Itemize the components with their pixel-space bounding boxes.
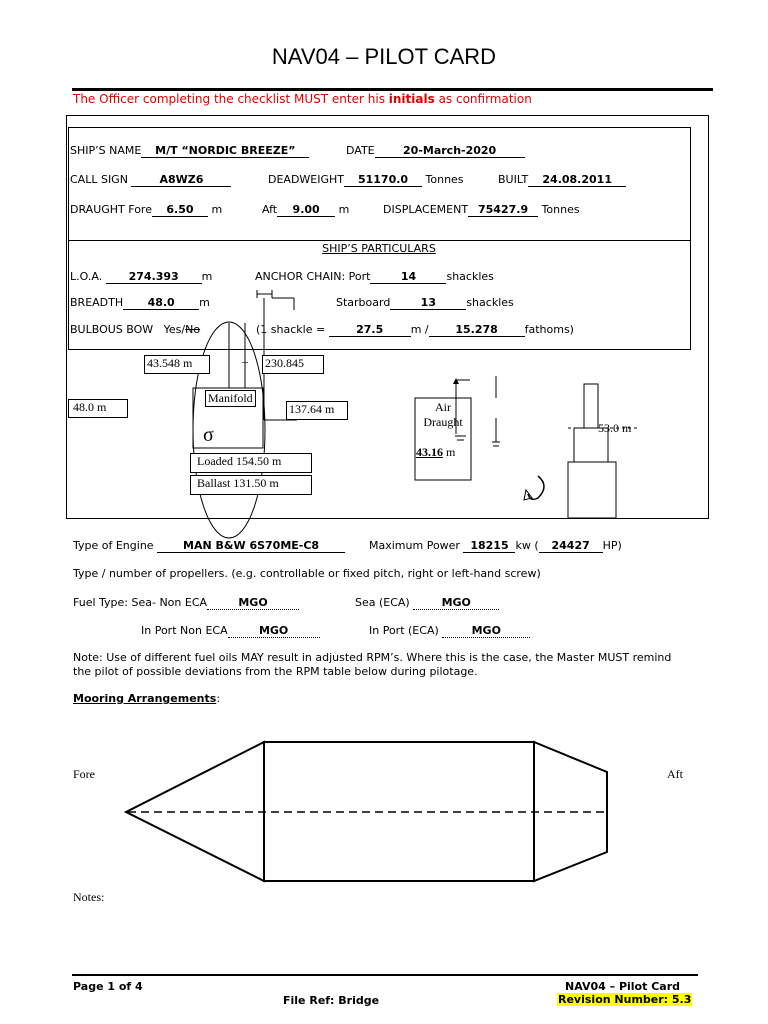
ballast-box: Ballast 131.50 m [190, 475, 312, 495]
starboard-label: Starboard [336, 296, 391, 309]
air-value-number: 43.16 [416, 445, 443, 459]
loaded-box: Loaded 154.50 m [190, 453, 312, 473]
footer-doc: NAV04 – Pilot Card [565, 980, 680, 993]
bulbous-yes: Yes/ [163, 323, 186, 336]
instruction-suffix: as confirmation [434, 92, 532, 106]
mast-base [568, 462, 616, 518]
manifold-label: Manifold [205, 390, 256, 407]
manifold-symbol: σ [203, 424, 214, 446]
breadth-unit: m [199, 296, 210, 309]
instruction-prefix: The Officer completing the checklist MUST enter his [73, 92, 389, 106]
air-label-2: Draught [423, 415, 463, 429]
air-value [416, 445, 455, 460]
ship-name-label: SHIP’S NAME [70, 144, 142, 157]
shackle-m-value: 27.5 [329, 324, 411, 337]
shackle-fathoms-value: 15.278 [429, 324, 525, 337]
propellers-text: Type / number of propellers. (e.g. controllable or fixed pitch, right or left-hand screw) [73, 567, 541, 580]
aft-label: Aft [667, 767, 683, 781]
hp-label: HP) [602, 539, 622, 552]
date-label: DATE [346, 144, 375, 157]
breadth-label: BREADTH [70, 296, 124, 309]
call-sign-value: A8WZ6 [131, 174, 231, 187]
shackle-fathoms-unit: fathoms) [524, 323, 574, 336]
air-label-1: Air [435, 400, 451, 414]
fuel-port-eca [369, 624, 530, 638]
loa-label: L.O.A. [70, 270, 103, 283]
bulbous-no: No [185, 323, 201, 336]
fuel-sea-eca [355, 596, 499, 610]
anchor-port-value: 14 [370, 271, 446, 284]
bulbous-label: BULBOUS BOW [70, 323, 154, 336]
particulars-heading: SHIP’S PARTICULARS [322, 242, 436, 255]
engine-type-value: MAN B&W 6S70ME-C8 [157, 540, 345, 553]
built-value: 24.08.2011 [528, 174, 626, 187]
engine-type-row [73, 539, 345, 553]
sea-non-eca-value: MGO [207, 596, 299, 610]
built-label: BUILT [498, 173, 529, 186]
mooring-heading [73, 692, 220, 705]
anchor-label: ANCHOR CHAIN: Port [255, 270, 371, 283]
shackles-port-label: shackles [446, 270, 494, 283]
deadweight-label: DEADWEIGHT [268, 173, 345, 186]
loa-value: 274.393 [106, 271, 202, 284]
footer-rule [72, 974, 698, 976]
anchor-starboard-value: 13 [390, 297, 466, 310]
sea-eca-label: Sea (ECA) [355, 596, 410, 609]
fuel-note: Note: Use of different fuel oils MAY result in adjusted RPM’s. Where this is the case, the Master MUST remind the pilot of possible deviations from the RPM table below during pilotage. [73, 651, 672, 678]
date-value: 20-March-2020 [375, 145, 525, 158]
draught-fore-value: 6.50 [152, 204, 208, 217]
power-kw-value: 18215 [463, 540, 515, 553]
notes-label: Notes: [73, 890, 105, 904]
displacement-unit: Tonnes [541, 203, 580, 216]
displacement-label: DISPLACEMENT [383, 203, 469, 216]
port-non-eca-label: In Port Non ECA [141, 624, 228, 637]
dim-43548-box: 43.548 m [144, 355, 210, 374]
kw-label: kw ( [515, 539, 539, 552]
instruction-bold: initials [388, 92, 435, 106]
shackle-prefix: (1 shackle = [256, 323, 326, 336]
footer-page: Page 1 of 4 [73, 980, 143, 993]
dim-48-box: 48.0 m [68, 399, 128, 418]
mooring-heading-colon: : [216, 692, 221, 705]
footer-revision: Revision Number: 5.3 [558, 993, 692, 1006]
dim-13764-box: 137.64 m [286, 401, 348, 420]
breadth-value: 48.0 [123, 297, 199, 310]
sea-non-eca-label: Fuel Type: Sea- Non ECA [73, 596, 208, 609]
draught-aft-value: 9.00 [277, 204, 335, 217]
port-eca-label: In Port (ECA) [369, 624, 439, 637]
power-hp-value: 24427 [539, 540, 603, 553]
air-value-unit: m [446, 445, 456, 459]
fore-label: Fore [73, 767, 95, 781]
shackles-starboard-label: shackles [466, 296, 514, 309]
dim-230845-box: 230.845 [262, 355, 324, 374]
mast-top [584, 384, 598, 428]
engine-type-label: Type of Engine [73, 539, 154, 552]
page-title: NAV04 – PILOT CARD [271, 44, 497, 69]
draught-aft-label: Aft [262, 203, 278, 216]
fuel-sea-non-eca [73, 596, 299, 610]
draught-aft-unit: m [338, 203, 350, 216]
ship-name-value: M/T “NORDIC BREEZE” [141, 145, 309, 158]
call-sign-label: CALL SIGN [70, 173, 128, 186]
deadweight-value: 51170.0 [344, 174, 422, 187]
height-label: 53.0 m [598, 421, 632, 435]
shackle-m-unit: m / [410, 323, 429, 336]
loa-unit: m [201, 270, 213, 283]
displacement-value: 75427.9 [468, 204, 538, 217]
power-label: Maximum Power [369, 539, 460, 552]
port-eca-value: MGO [442, 624, 530, 638]
engine-power-row [369, 539, 622, 553]
draught-fore-unit: m [211, 203, 223, 216]
mooring-heading-text: Mooring Arrangements [73, 692, 217, 705]
footer-file-ref: File Ref: Bridge [283, 994, 380, 1007]
dim-dash: – [242, 354, 248, 368]
air-arrow-head [453, 378, 459, 384]
fuel-port-non-eca [141, 624, 320, 638]
sea-eca-value: MGO [413, 596, 499, 610]
port-non-eca-value: MGO [228, 624, 320, 638]
draught-fore-label: DRAUGHT Fore [70, 203, 152, 216]
deadweight-unit: Tonnes [425, 173, 464, 186]
